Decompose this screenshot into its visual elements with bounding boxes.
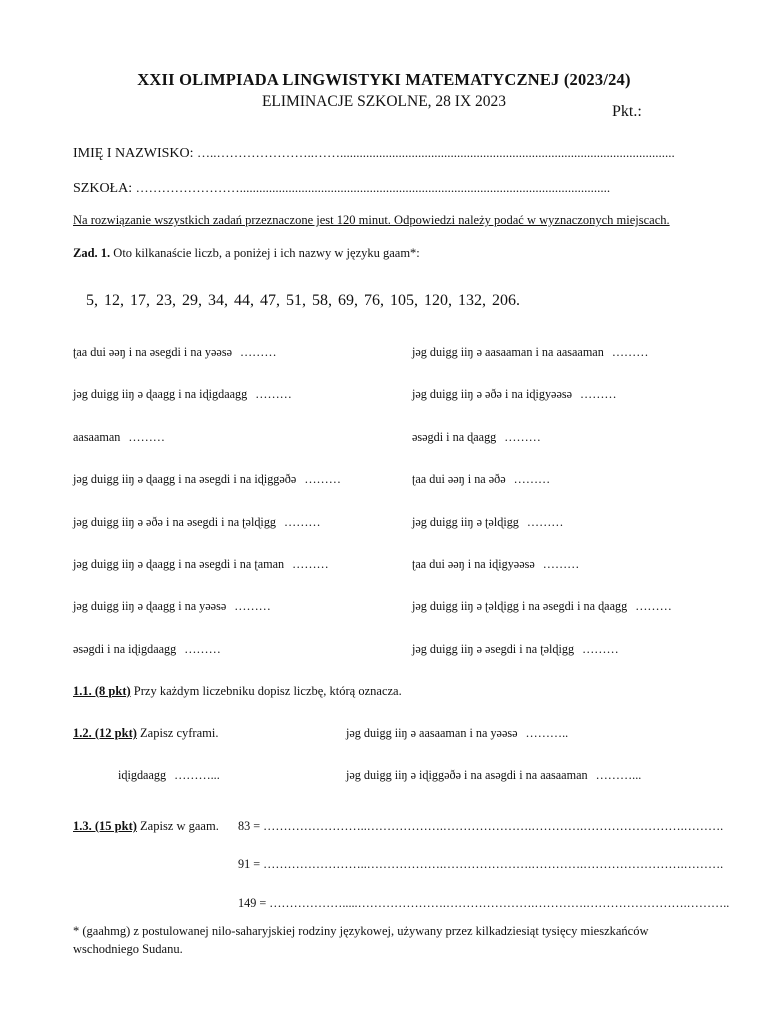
item-text: jəg duigg iiŋ ə əðə i na iɖigyəəsə <box>412 387 573 401</box>
item-text: ʈaa dui əəŋ i na əðə <box>412 472 506 486</box>
name-label: IMIĘ I NAZWISKO: <box>73 146 194 161</box>
answer-blank: ……… <box>234 599 271 613</box>
item-text: jəg duigg iiŋ ə ɖaagg i na əsegdi i na ʈaman <box>73 557 285 571</box>
list-item <box>73 642 221 657</box>
points-label: Pkt.: <box>612 103 642 120</box>
page-title: XXII OLIMPIADA LINGWISTYKI MATEMATYCZNEJ (2023/24) <box>137 70 631 89</box>
answer-blank: ……… <box>542 557 580 571</box>
answer-blank: ……….. <box>525 726 569 740</box>
list-item <box>412 472 550 487</box>
list-item <box>73 515 321 530</box>
answer-blank: ……… <box>239 345 277 359</box>
task-heading <box>73 246 420 261</box>
list-item <box>412 515 563 530</box>
item-text: iɖigdaagg <box>118 768 167 782</box>
question-label: 1.1. (8 pkt) <box>73 684 131 698</box>
item-text: jəg duigg iiŋ ə iɖiggəðə i na asəgdi i na aasaaman <box>346 768 588 782</box>
item-text: jəg duigg iiŋ ə ʈəlɖigg i na əsegdi i na ɖaagg <box>412 599 628 613</box>
item-text: jəg duigg iiŋ ə ʈəlɖigg <box>412 515 519 529</box>
list-item <box>73 387 292 402</box>
item-text: ʈaa dui əəŋ i na əsegdi i na yəəsə <box>73 345 232 359</box>
question-label: 1.3. (15 pkt) <box>73 819 137 833</box>
school-dots: …………………….................................................................................................................. <box>135 180 611 195</box>
footnote-line-2: wschodniego Sudanu. <box>73 942 183 956</box>
answer-blank: ……… <box>611 345 649 359</box>
school-label: SZKOŁA: <box>73 181 133 196</box>
item-text: jəg duigg iiŋ ə əsegdi i na ʈəlɖigg <box>412 642 575 656</box>
item-text: əsəgdi i na iɖigdaagg <box>73 642 177 656</box>
answer-blank: ……… <box>184 642 221 656</box>
answer-blank: ……… <box>304 472 341 486</box>
item-text: aasaaman <box>73 430 121 444</box>
item-text: jəg duigg iiŋ ə ɖaagg i na iɖigdaagg <box>73 387 248 401</box>
answer-blank: ………... <box>595 768 642 782</box>
list-item <box>346 768 641 783</box>
answer-line: 83 = ……………………..……………….………………….………….…………………….………. <box>238 819 724 833</box>
number-list: 5, 12, 17, 23, 29, 34, 44, 47, 51, 58, 69, 76, 105, 120, 132, 206. <box>86 292 520 309</box>
item-text: ʈaa dui əəŋ i na iɖigyəəsə <box>412 557 535 571</box>
list-item <box>73 345 277 360</box>
answer-blank: ……… <box>580 387 617 401</box>
list-item <box>73 557 329 572</box>
item-text: jəg duigg iiŋ ə əðə i na əsegdi i na ʈəlɖigg <box>73 515 277 529</box>
item-text: jəg duigg iiŋ ə aasaaman i na aasaaman <box>412 345 604 359</box>
task-intro: Oto kilkanaście liczb, a poniżej i ich nazwy w języku gaam*: <box>113 246 420 260</box>
page-subtitle: ELIMINACJE SZKOLNE, 28 IX 2023 <box>261 93 507 110</box>
list-item <box>412 642 619 657</box>
name-dots: …..…………………..……....................................................................................................... <box>197 145 675 160</box>
answer-blank: ……… <box>582 642 619 656</box>
answer-blank: ……… <box>292 557 329 571</box>
item-text: jəg duigg iiŋ ə ɖaagg i na əsegdi i na iɖiggəðə <box>73 472 297 486</box>
item-text: jəg duigg iiŋ ə aasaaman i na yəəsə <box>346 726 518 740</box>
answer-line: 149 = ……………….....………………….………………….………….…………………….……….. <box>238 896 730 910</box>
question-1-2 <box>73 726 218 741</box>
answer-blank: ……… <box>635 599 672 613</box>
answer-blank: ……… <box>284 515 321 529</box>
answer-blank: ……… <box>128 430 165 444</box>
question-label: 1.2. (12 pkt) <box>73 726 137 740</box>
answer-blank: ………... <box>174 768 220 782</box>
answer-blank: ……… <box>513 472 551 486</box>
list-item <box>412 430 541 445</box>
task-label: Zad. 1. <box>73 246 111 260</box>
instructions: Na rozwiązanie wszystkich zadań przeznaczone jest 120 minut. Odpowiedzi należy podać w wyznaczonych miejscach. <box>73 213 670 227</box>
answer-blank: ……… <box>255 387 292 401</box>
question-1-3 <box>73 819 219 834</box>
item-text: jəg duigg iiŋ ə ɖaagg i na yəəsə <box>73 599 227 613</box>
question-text: Zapisz cyframi. <box>136 726 219 740</box>
list-item <box>73 430 165 445</box>
item-text: əsəgdi i na ɖaagg <box>412 430 497 444</box>
answer-blank: ……… <box>526 515 564 529</box>
list-item <box>412 599 672 614</box>
list-item <box>346 726 568 741</box>
list-item <box>118 768 220 783</box>
question-text: Zapisz w gaam. <box>136 819 219 833</box>
name-field <box>73 145 675 162</box>
school-field <box>73 180 610 197</box>
list-item <box>73 472 341 487</box>
list-item <box>412 557 579 572</box>
answer-line: 91 = ……………………..……………….………………….………….…………………….………. <box>238 857 724 871</box>
list-item <box>73 599 271 614</box>
question-text: Przy każdym liczebniku dopisz liczbę, którą oznacza. <box>130 684 402 698</box>
answer-blank: ……… <box>504 430 541 444</box>
footnote-line-1: * (gaahmg) z postulowanej nilo-saharyjskiej rodziny językowej, używany przez kilkadziesiąt tysięcy mieszkańców <box>73 924 649 938</box>
question-1-1 <box>73 684 402 699</box>
list-item <box>412 345 648 360</box>
list-item <box>412 387 617 402</box>
